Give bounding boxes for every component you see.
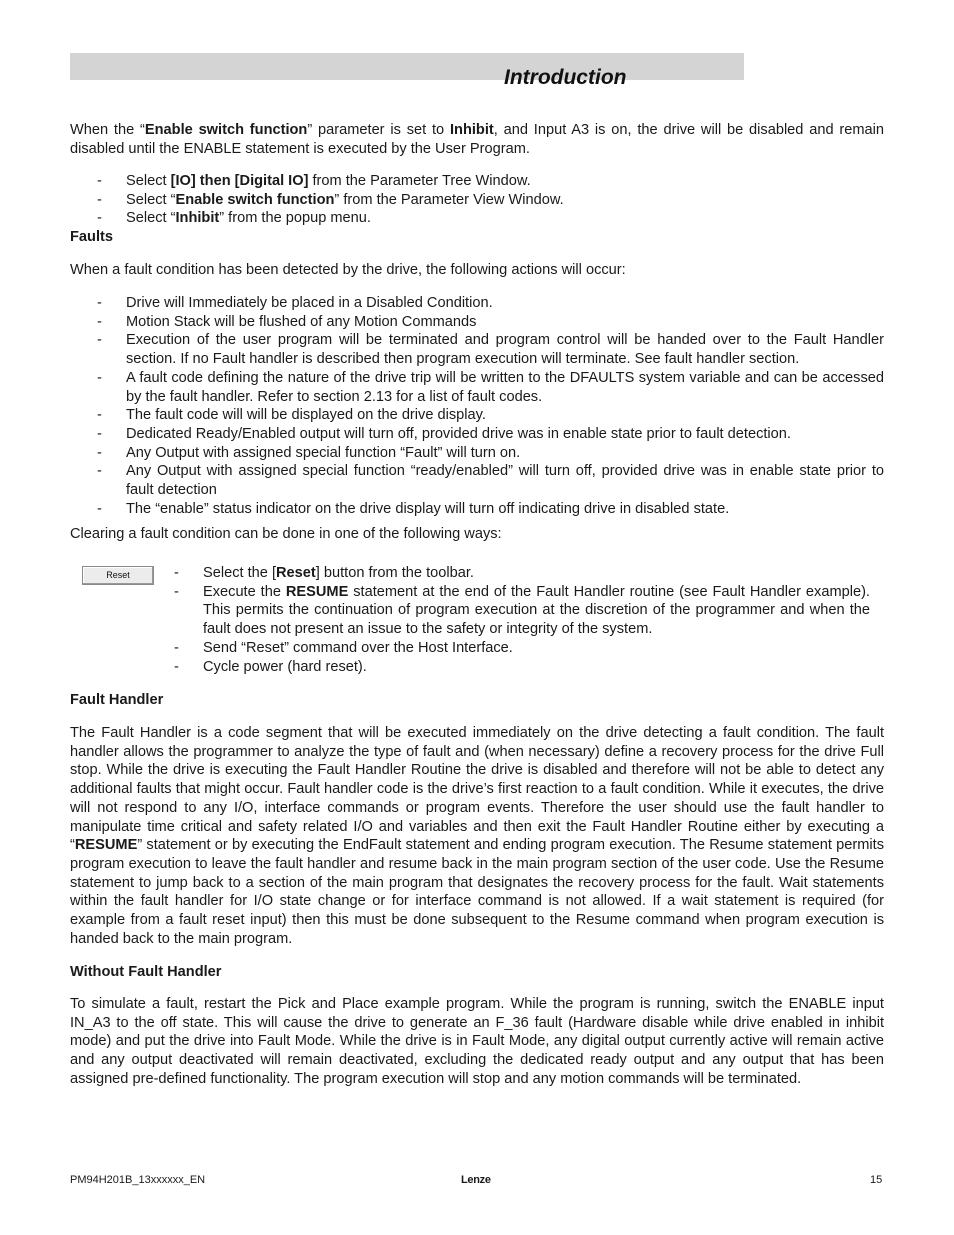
footer-page-number: 15 bbox=[870, 1174, 883, 1186]
reset-button[interactable]: Reset bbox=[82, 566, 154, 585]
list-item: - Dedicated Ready/Enabled output will turn off, provided drive was in enable state prior to fault detection. bbox=[97, 425, 791, 442]
fault-handler-heading: Fault Handler bbox=[70, 692, 164, 708]
footer-doc-id: PM94H201B_13xxxxxx_EN bbox=[70, 1174, 206, 1186]
clear-ways-list bbox=[174, 564, 870, 676]
list-item: - Select “Enable switch function” from the Parameter View Window. bbox=[97, 191, 564, 208]
fault-actions-list bbox=[97, 294, 884, 518]
list-item: - Motion Stack will be flushed of any Motion Commands bbox=[97, 313, 477, 330]
without-handler-heading: Without Fault Handler bbox=[70, 964, 222, 980]
faults-intro: When a fault condition has been detected by the drive, the following actions will occur: bbox=[70, 262, 626, 278]
faults-heading: Faults bbox=[70, 229, 113, 245]
clearing-intro: Clearing a fault condition can be done in one of the following ways: bbox=[70, 526, 502, 542]
list-item: - Execution of the user program will be terminated and program control will be handed over to the Fault Handler section. If no Fault handler is described then program execution will terminate. See fault handler section. bbox=[97, 332, 884, 368]
footer-brand-logo: Lenze bbox=[461, 1174, 491, 1186]
fault-handler-paragraph: The Fault Handler is a code segment that will be executed immediately on the drive detecting a fault condition. The fault handler allows the programmer to analyze the type of fault and (when necessary) define a recovery process for the drive Full stop. While the drive is executing the Fault Handler Routine the drive is disabled and therefore will not be able to detect any additional faults that might occur. Fault handler code is the drive’s first reaction to a fault condition. While it executes, the drive will not respond to any I/O, interface commands or program events. Therefore the user should use the fault handler to manipulate time critical and safety related I/O and variables and then exit the Fault Handler Routine either by executing a “RESUME” statement or by executing the EndFault statement and ending program execution. The Resume statement permits program execution to leave the fault handler and resume back in the main program section of the user code. Use the Resume statement to jump back to a section of the main program that designates the recovery process for the fault. Wait statements within the fault handler for I/O state change or for interface command is not allowed. If a wait statement is required (for example from a fault reset input) then this must be done subsequent to the Resume command when program execution is handed back to the main program. bbox=[70, 725, 884, 947]
intro-paragraph: When the “Enable switch function” parameter is set to Inhibit, and Input A3 is on, the drive will be disabled and remain disabled until the ENABLE statement is executed by the User Program. bbox=[70, 122, 884, 157]
without-handler-paragraph: To simulate a fault, restart the Pick and Place example program. While the program is running, switch the ENABLE input IN_A3 to the off state. This will cause the drive to generate an F_36 fault (Hardware disable while drive enabled in inhibit mode) and put the drive into Fault Mode. While the drive is in Fault Mode, any digital output currently active will remain active and any output deactivated will remain deactivated, excluding the dedicated ready output and any output that has been assigned pre-defined functionality. The program execution will stop and any motion commands will be terminated. bbox=[70, 996, 884, 1087]
list-item: - Any Output with assigned special function “Fault” will turn on. bbox=[97, 444, 521, 461]
list-item: - Any Output with assigned special function “ready/enabled” will turn off, provided drive was in enable state prior to fault detection bbox=[97, 463, 884, 499]
list-item: - Drive will Immediately be placed in a Disabled Condition. bbox=[97, 295, 493, 311]
steps-list bbox=[97, 172, 884, 228]
list-item: - Select “Inhibit” from the popup menu. bbox=[97, 210, 371, 227]
list-item: - The “enable” status indicator on the drive display will turn off indicating drive in disabled state. bbox=[97, 500, 730, 517]
list-item: - Select the [Reset] button from the toolbar. bbox=[174, 565, 474, 581]
section-header-bar bbox=[70, 53, 744, 80]
list-item: - Execute the RESUME statement at the end of the Fault Handler routine (see Fault Handler example). This permits the continuation of program execution at the discretion of the programmer and when the fault does not present an issue to the safety or integrity of the system. bbox=[174, 583, 870, 638]
list-item: - Cycle power (hard reset). bbox=[174, 658, 367, 675]
section-title: Introduction bbox=[504, 66, 627, 89]
list-item: - Select [IO] then [Digital IO] from the Parameter Tree Window. bbox=[97, 173, 531, 189]
list-item: - The fault code will will be displayed on the drive display. bbox=[97, 407, 486, 424]
list-item: - A fault code defining the nature of the drive trip will be written to the DFAULTS system variable and can be accessed by the fault handler. Refer to section 2.13 for a list of fault codes. bbox=[97, 369, 884, 405]
list-item: - Send “Reset” command over the Host Interface. bbox=[174, 639, 513, 656]
